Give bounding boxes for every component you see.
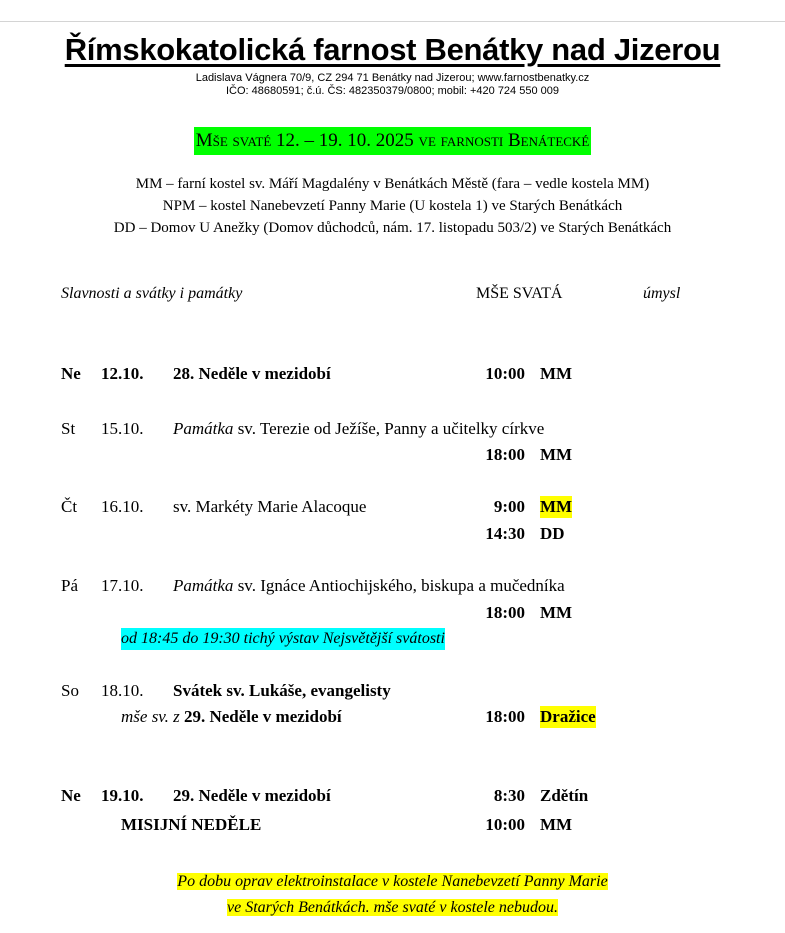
feast-title: sv. Markéty Marie Alacoque: [173, 497, 367, 516]
legend-dd: DD – Domov U Anežky (Domov důchodců, nám. 17. listopadu 503/2) ve Starých Benátkách: [113, 220, 672, 236]
mass-time: 8:30: [493, 786, 525, 805]
contact-line: IČO: 48680591; č.ú. ČS: 482350379/0800; mobil: +420 724 550 009: [225, 85, 559, 97]
mass-place: MM: [540, 815, 573, 834]
address-line: Ladislava Vágnera 70/9, CZ 294 71 Benátky nad Jizerou; www.farnostbenatky.cz: [195, 72, 590, 84]
mass-time: 10:00: [485, 815, 525, 834]
feast-title: [173, 418, 544, 440]
week-banner-text: Mše svaté 12. – 19. 10. 2025 ve farnosti Benátecké: [194, 127, 592, 155]
column-mass: MŠE SVATÁ: [476, 285, 563, 302]
date-label: 17.10.: [101, 576, 144, 595]
feast-rank: Památka: [173, 576, 234, 595]
date-label: 15.10.: [101, 419, 144, 438]
parish-title: [0, 32, 785, 68]
mass-time: 18:00: [485, 445, 525, 464]
feast-subtitle-name: 29. Neděle v mezidobí: [183, 707, 342, 726]
mass-time: 18:00: [485, 603, 525, 622]
feast-title: Svátek sv. Lukáše, evangelisty: [173, 681, 391, 700]
feast-title: 28. Neděle v mezidobí: [173, 364, 331, 383]
repair-note-line1: [0, 869, 785, 894]
mass-place: MM: [540, 445, 573, 464]
repair-note-line1-text: Po dobu oprav elektroinstalace v kostele Nanebevzetí Panny Marie: [177, 873, 608, 890]
mass-time: 18:00: [485, 707, 525, 726]
date-label: 16.10.: [101, 497, 144, 516]
date-label: 19.10.: [101, 786, 144, 805]
day-label: Pá: [61, 576, 78, 595]
week-banner: [0, 127, 785, 155]
mass-place: Zdětín: [540, 786, 589, 805]
parish-title-text: Římskokatolická farnost Benátky nad Jizerou: [64, 32, 721, 67]
column-intention: úmysl: [643, 285, 681, 302]
mass-place: Dražice: [540, 707, 596, 726]
mass-place: DD: [540, 524, 565, 543]
column-feasts: Slavnosti a svátky i památky: [61, 285, 243, 302]
feast-title: 29. Neděle v mezidobí: [173, 786, 331, 805]
day-label: So: [61, 681, 79, 700]
mass-time: 9:00: [493, 497, 525, 516]
mass-place: MM: [540, 497, 573, 516]
day-label: Ne: [61, 364, 81, 383]
feast-rank: Památka: [173, 419, 234, 438]
feast-subtitle: [121, 706, 342, 728]
feast-name: sv. Terezie od Ježíše, Panny a učitelky církve: [233, 419, 545, 438]
adoration-note: od 18:45 do 19:30 tichý výstav Nejsvětější svátosti: [121, 628, 445, 650]
mass-place: MM: [540, 603, 573, 622]
mass-time: 14:30: [485, 524, 525, 543]
day-label: Ne: [61, 786, 81, 805]
mass-time: 10:00: [485, 364, 525, 383]
top-divider: [0, 21, 785, 22]
day-label: St: [61, 419, 76, 438]
legend-npm: NPM – kostel Nanebevzetí Panny Marie (U kostela 1) ve Starých Benátkách: [162, 198, 623, 214]
feast-subtitle-prefix: mše sv. z: [121, 707, 184, 726]
day-label: Čt: [61, 497, 78, 516]
feast-name: sv. Ignáce Antiochijského, biskupa a mučedníka: [233, 576, 565, 595]
mass-place: MM: [540, 364, 573, 383]
date-label: 18.10.: [101, 681, 144, 700]
feast-subtitle: MISIJNÍ NEDĚLE: [121, 815, 262, 834]
feast-title: [173, 575, 565, 597]
legend-mm: MM – farní kostel sv. Máří Magdalény v Benátkách Městě (fara – vedle kostela MM): [135, 176, 650, 192]
repair-note-line2: [0, 895, 785, 920]
date-label: 12.10.: [101, 364, 144, 383]
repair-note-line2-text: ve Starých Benátkách. mše svaté v kostele nebudou.: [227, 899, 558, 916]
